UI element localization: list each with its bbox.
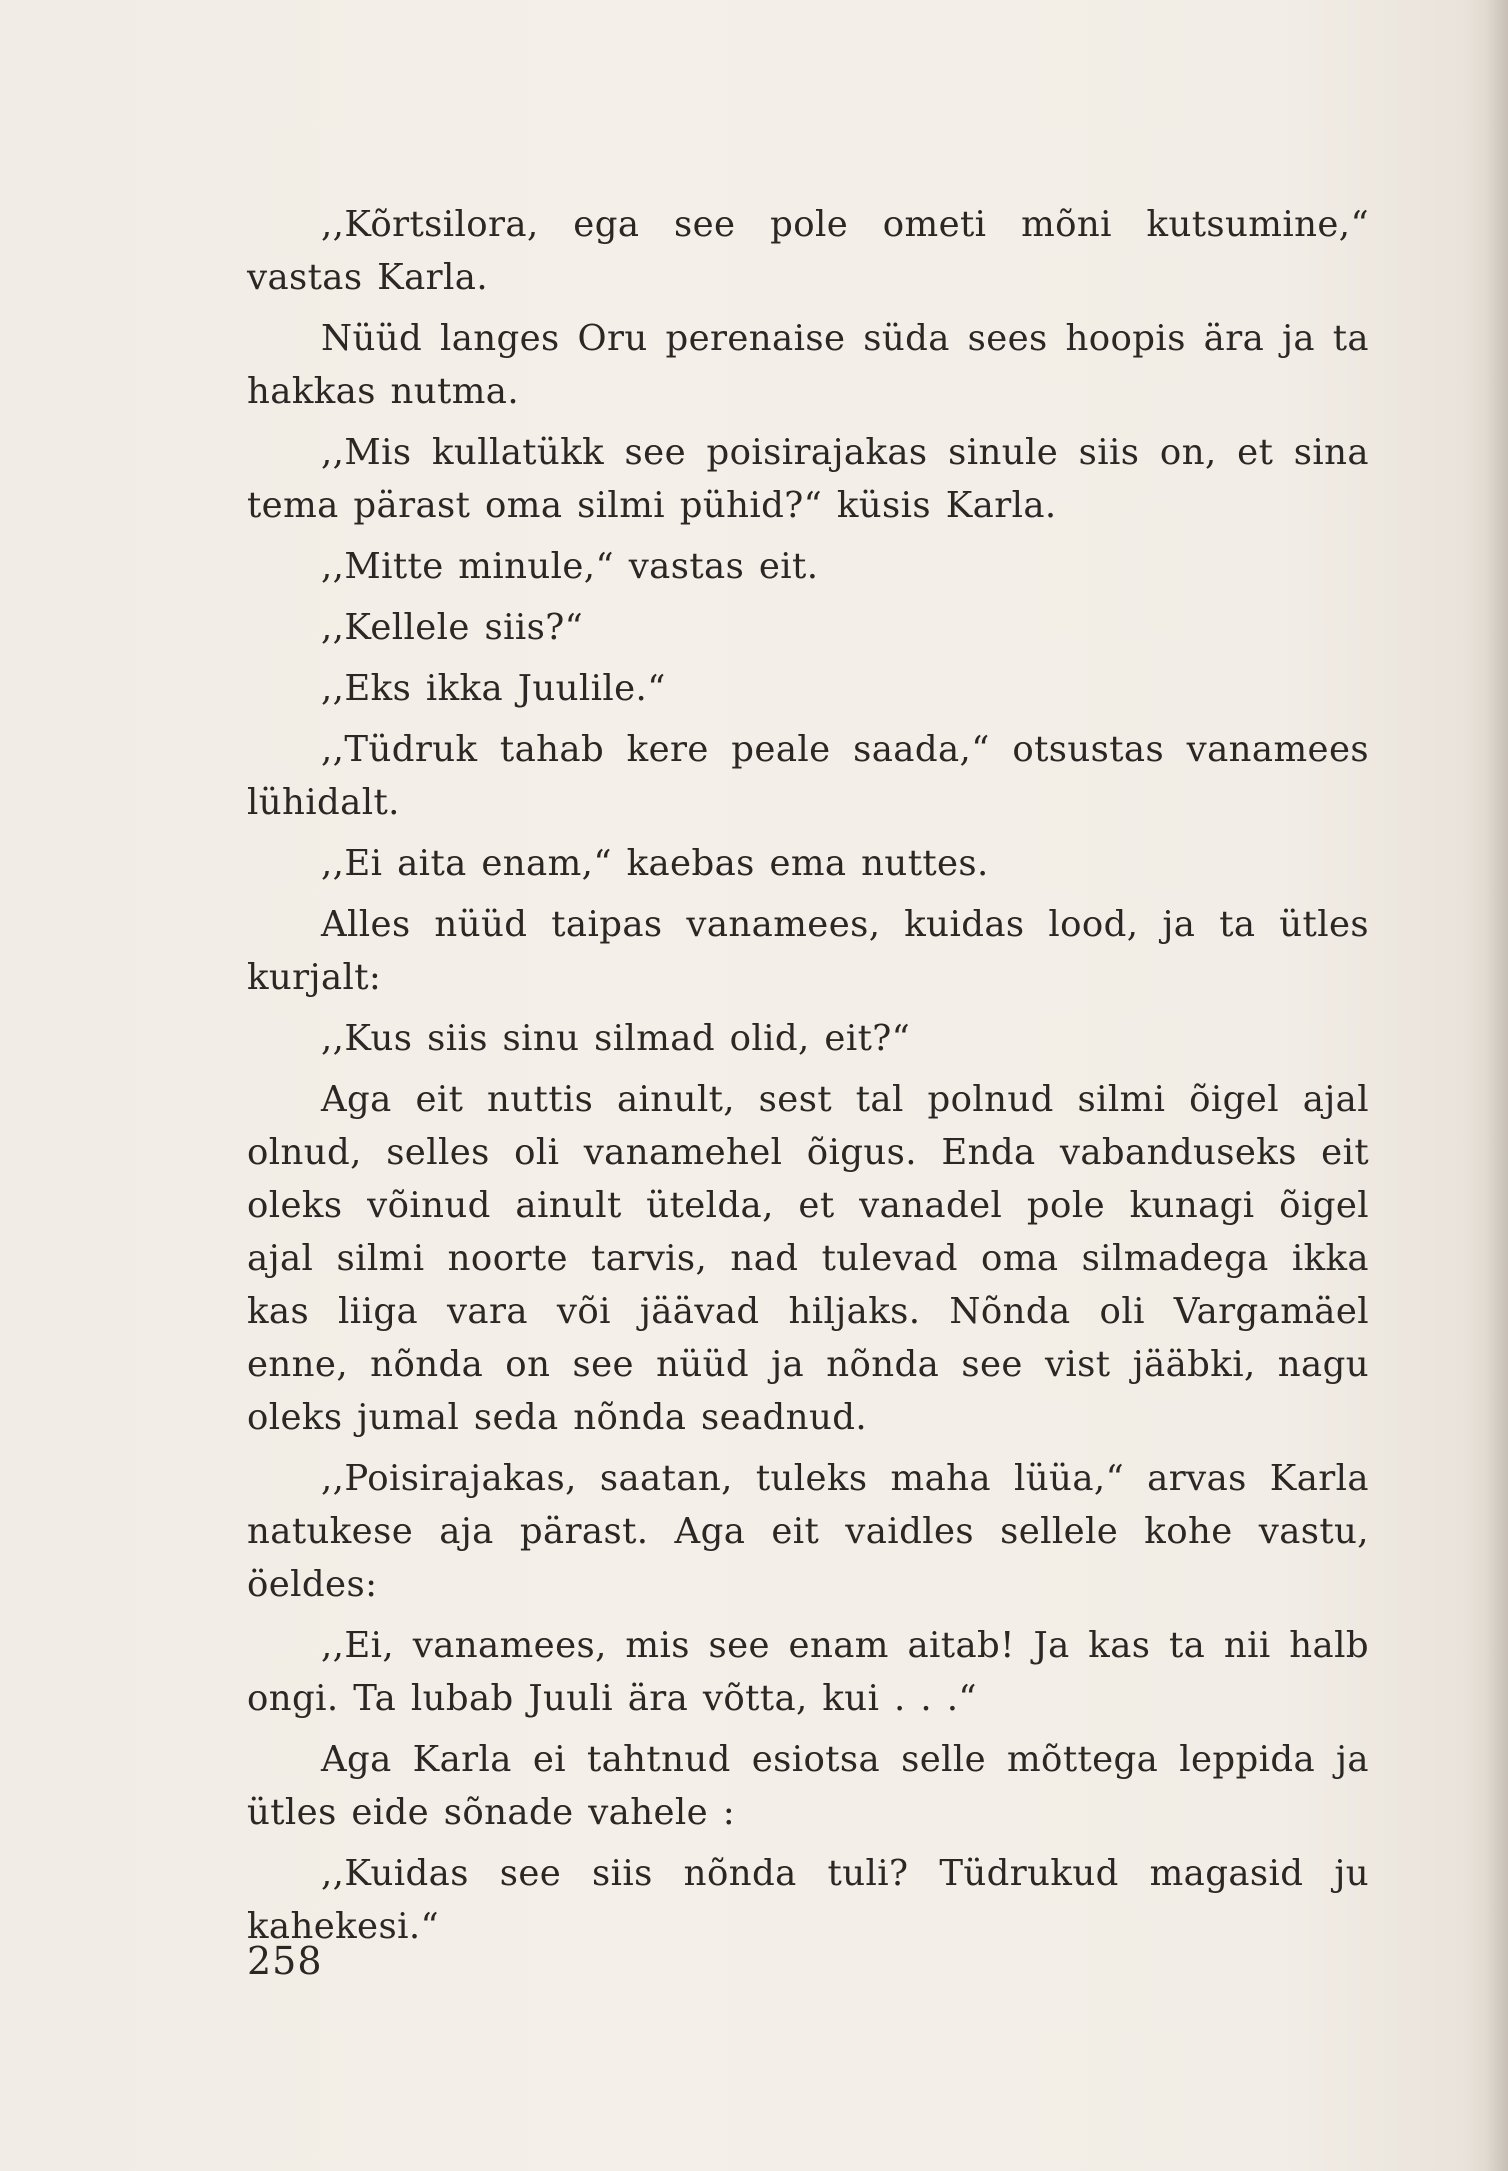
paragraph: Nüüd langes Oru perenaise süda sees hoopis ära ja ta hakkas nutma. [247,318,1369,412]
paragraph: ,,Ei aita enam,“ kaebas ema nuttes. [321,843,989,884]
page-edge-shadow [1486,0,1508,2171]
paragraph: Alles nüüd taipas vanamees, kuidas lood, ja ta ütles kurjalt: [247,904,1369,998]
paragraph: ,,Kuidas see siis nõnda tuli? Tüdrukud magasid ju kahekesi.“ [247,1853,1369,1947]
paragraph: ,,Mis kullatükk see poisirajakas sinule siis on, et sina tema pärast oma silmi pühid?“ küsis Karla. [247,432,1369,526]
paragraph: Aga eit nuttis ainult, sest tal polnud silmi õigel ajal olnud, selles oli vanamehel õigus. Enda vabanduseks eit oleks võinud ainult ütelda, et vanadel pole kunagi õigel ajal silmi noorte tarvis, nad tulevad oma silmadega ikka kas liiga vara või jäävad hiljaks. Nõnda oli Vargamäel enne, nõnda on see nüüd ja nõnda see vist jääbki, nagu oleks jumal seda nõnda seadnud. [247,1079,1369,1438]
paragraph: Aga Karla ei tahtnud esiotsa selle mõttega leppida ja ütles eide sõnade vahele : [247,1739,1369,1833]
paragraph: ,,Tüdruk tahab kere peale saada,“ otsustas vanamees lühidalt. [247,729,1369,823]
paragraph: ,,Kõrtsilora, ega see pole ometi mõni kutsumine,“ vastas Karla. [247,204,1369,298]
page-number: 258 [247,1939,323,1983]
paragraph: ,,Ei, vanamees, mis see enam aitab! Ja kas ta nii halb ongi. Ta lubab Juuli ära võtta, kui . . .“ [247,1625,1369,1719]
page-body-text [247,198,1369,1961]
paragraph: ,,Poisirajakas, saatan, tuleks maha lüüa,“ arvas Karla natukese aja pärast. Aga eit vaidles sellele kohe vastu, öeldes: [247,1458,1369,1605]
paragraph: ,,Mitte minule,“ vastas eit. [321,546,819,587]
paragraph: ,,Kus siis sinu silmad olid, eit?“ [321,1018,911,1059]
paragraph: ,,Kellele siis?“ [321,607,584,648]
paragraph: ,,Eks ikka Juulile.“ [321,668,666,709]
